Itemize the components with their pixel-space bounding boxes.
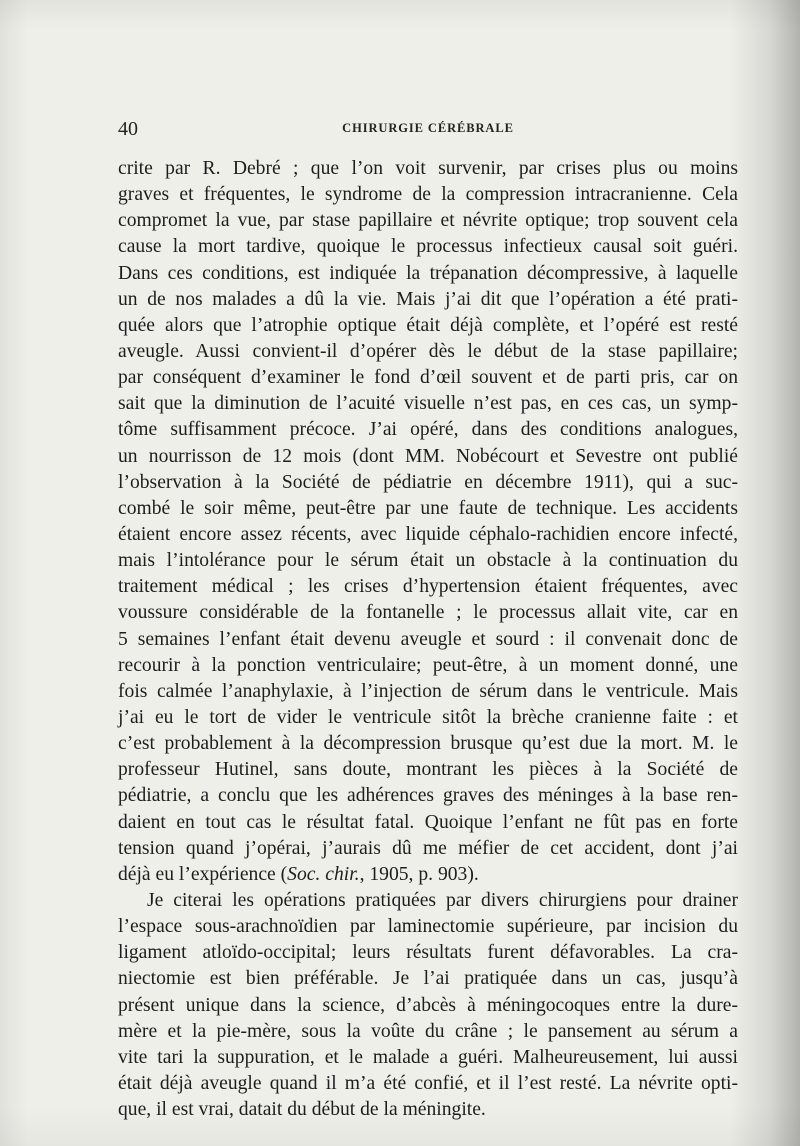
text-line: niectomie est bien préférable. Je l’ai pratiquée dans un cas, jusqu’à xyxy=(118,968,738,990)
text-line: mère et la pie-mère, sous la voûte du crâne ; le pansement au sérum a xyxy=(118,1020,738,1042)
text-line: sait que la diminution de l’acuité visuelle n’est pas, en ces cas, un symp- xyxy=(118,393,738,415)
text-line: par conséquent d’examiner le fond d’œil souvent et de parti pris, car on xyxy=(118,367,738,389)
text-line: l’espace sous-arachnoïdien par laminectomie supérieure, par incision du xyxy=(118,916,738,938)
running-head xyxy=(118,118,738,140)
text-line: quée alors que l’atrophie optique était déjà complète, et l’opéré est resté xyxy=(118,314,738,336)
text-line: traitement médical ; les crises d’hypertension étaient fréquentes, avec xyxy=(118,576,738,598)
text-line: était déjà aveugle quand il m’a été confié, et il l’est resté. La névrite opti- xyxy=(118,1072,738,1094)
citation-line xyxy=(118,862,738,888)
text-line: 5 semaines l’enfant était devenu aveugle et sourd : il convenait donc de xyxy=(118,628,738,650)
text-line: crite par R. Debré ; que l’on voit survenir, par crises plus ou moins xyxy=(118,158,738,179)
text-line: étaient encore assez récents, avec liquide céphalo-rachidien encore infecté, xyxy=(118,523,738,545)
text-line: présent unique dans la science, d’abcès à méningocoques entre la dure- xyxy=(118,994,738,1016)
text-line: aveugle. Aussi convient-il d’opérer dès le début de la stase papillaire; xyxy=(118,340,738,362)
text-line: tension quand j’opérai, j’aurais dû me méfier de cet accident, dont j’ai xyxy=(118,837,738,859)
body-text xyxy=(118,156,738,1123)
text-line: graves et fréquentes, le syndrome de la compression intracranienne. Cela xyxy=(118,184,738,206)
text-line: un de nos malades a dû la vie. Mais j’ai dit que l’opération a été prati- xyxy=(118,288,738,310)
running-title: CHIRURGIE CÉRÉBRALE xyxy=(342,121,514,135)
text-line: tôme suffisamment précoce. J’ai opéré, dans des conditions analogues, xyxy=(118,419,738,441)
text-line: un nourrisson de 12 mois (dont MM. Nobécourt et Sevestre ont publié xyxy=(118,445,738,467)
text-line: fois calmée l’anaphylaxie, à l’injection de sérum dans le ventricule. Mais xyxy=(118,680,738,702)
text-line: c’est probablement à la décompression brusque qu’est due la mort. M. le xyxy=(118,733,738,755)
text-line: vite tari la suppuration, et le malade a guéri. Malheureusement, lui aussi xyxy=(118,1046,738,1068)
citation-before: déjà eu l’expérience ( xyxy=(118,863,288,885)
text-line: pédiatrie, a conclu que les adhérences graves des méninges à la base ren- xyxy=(118,785,738,807)
text-line: recourir à la ponction ventriculaire; peut-être, à un moment donné, une xyxy=(118,654,738,676)
text-line: professeur Hutinel, sans doute, montrant les pièces à la Société de xyxy=(118,759,738,781)
text-line: ligament atloïdo-occipital; leurs résultats furent défavorables. La cra- xyxy=(118,942,738,964)
text-line: que, il est vrai, datait du début de la méningite. xyxy=(118,1099,486,1121)
page-number: 40 xyxy=(118,118,138,140)
text-line: voussure considérable de la fontanelle ; le processus allait vite, car en xyxy=(118,602,738,624)
text-line: daient en tout cas le résultat fatal. Quoique l’enfant ne fût pas en forte xyxy=(118,811,738,833)
journal-title: Soc. chir. xyxy=(287,863,360,885)
text-line: cause la mort tardive, quoique le processus infectieux causal soit guéri. xyxy=(118,236,738,258)
text-line: combé le soir même, peut-être par une faute de technique. Les accidents xyxy=(118,497,738,519)
text-line: l’observation à la Société de pédiatrie en décembre 1911), qui a suc- xyxy=(118,471,738,493)
text-line: mais l’intolérance pour le sérum était un obstacle à la continuation du xyxy=(118,550,738,572)
text-line: Je citerai les opérations pratiquées par divers chirurgiens pour drainer xyxy=(147,889,738,911)
text-line: j’ai eu le tort de vider le ventricule sitôt la brèche cranienne faite : et xyxy=(118,706,738,728)
text-line: compromet la vue, par stase papillaire et névrite optique; trop souvent cela xyxy=(118,210,738,232)
text-line: Dans ces conditions, est indiquée la trépanation décompressive, à laquelle xyxy=(118,262,738,284)
citation-after: , 1905, p. 903). xyxy=(359,863,479,885)
